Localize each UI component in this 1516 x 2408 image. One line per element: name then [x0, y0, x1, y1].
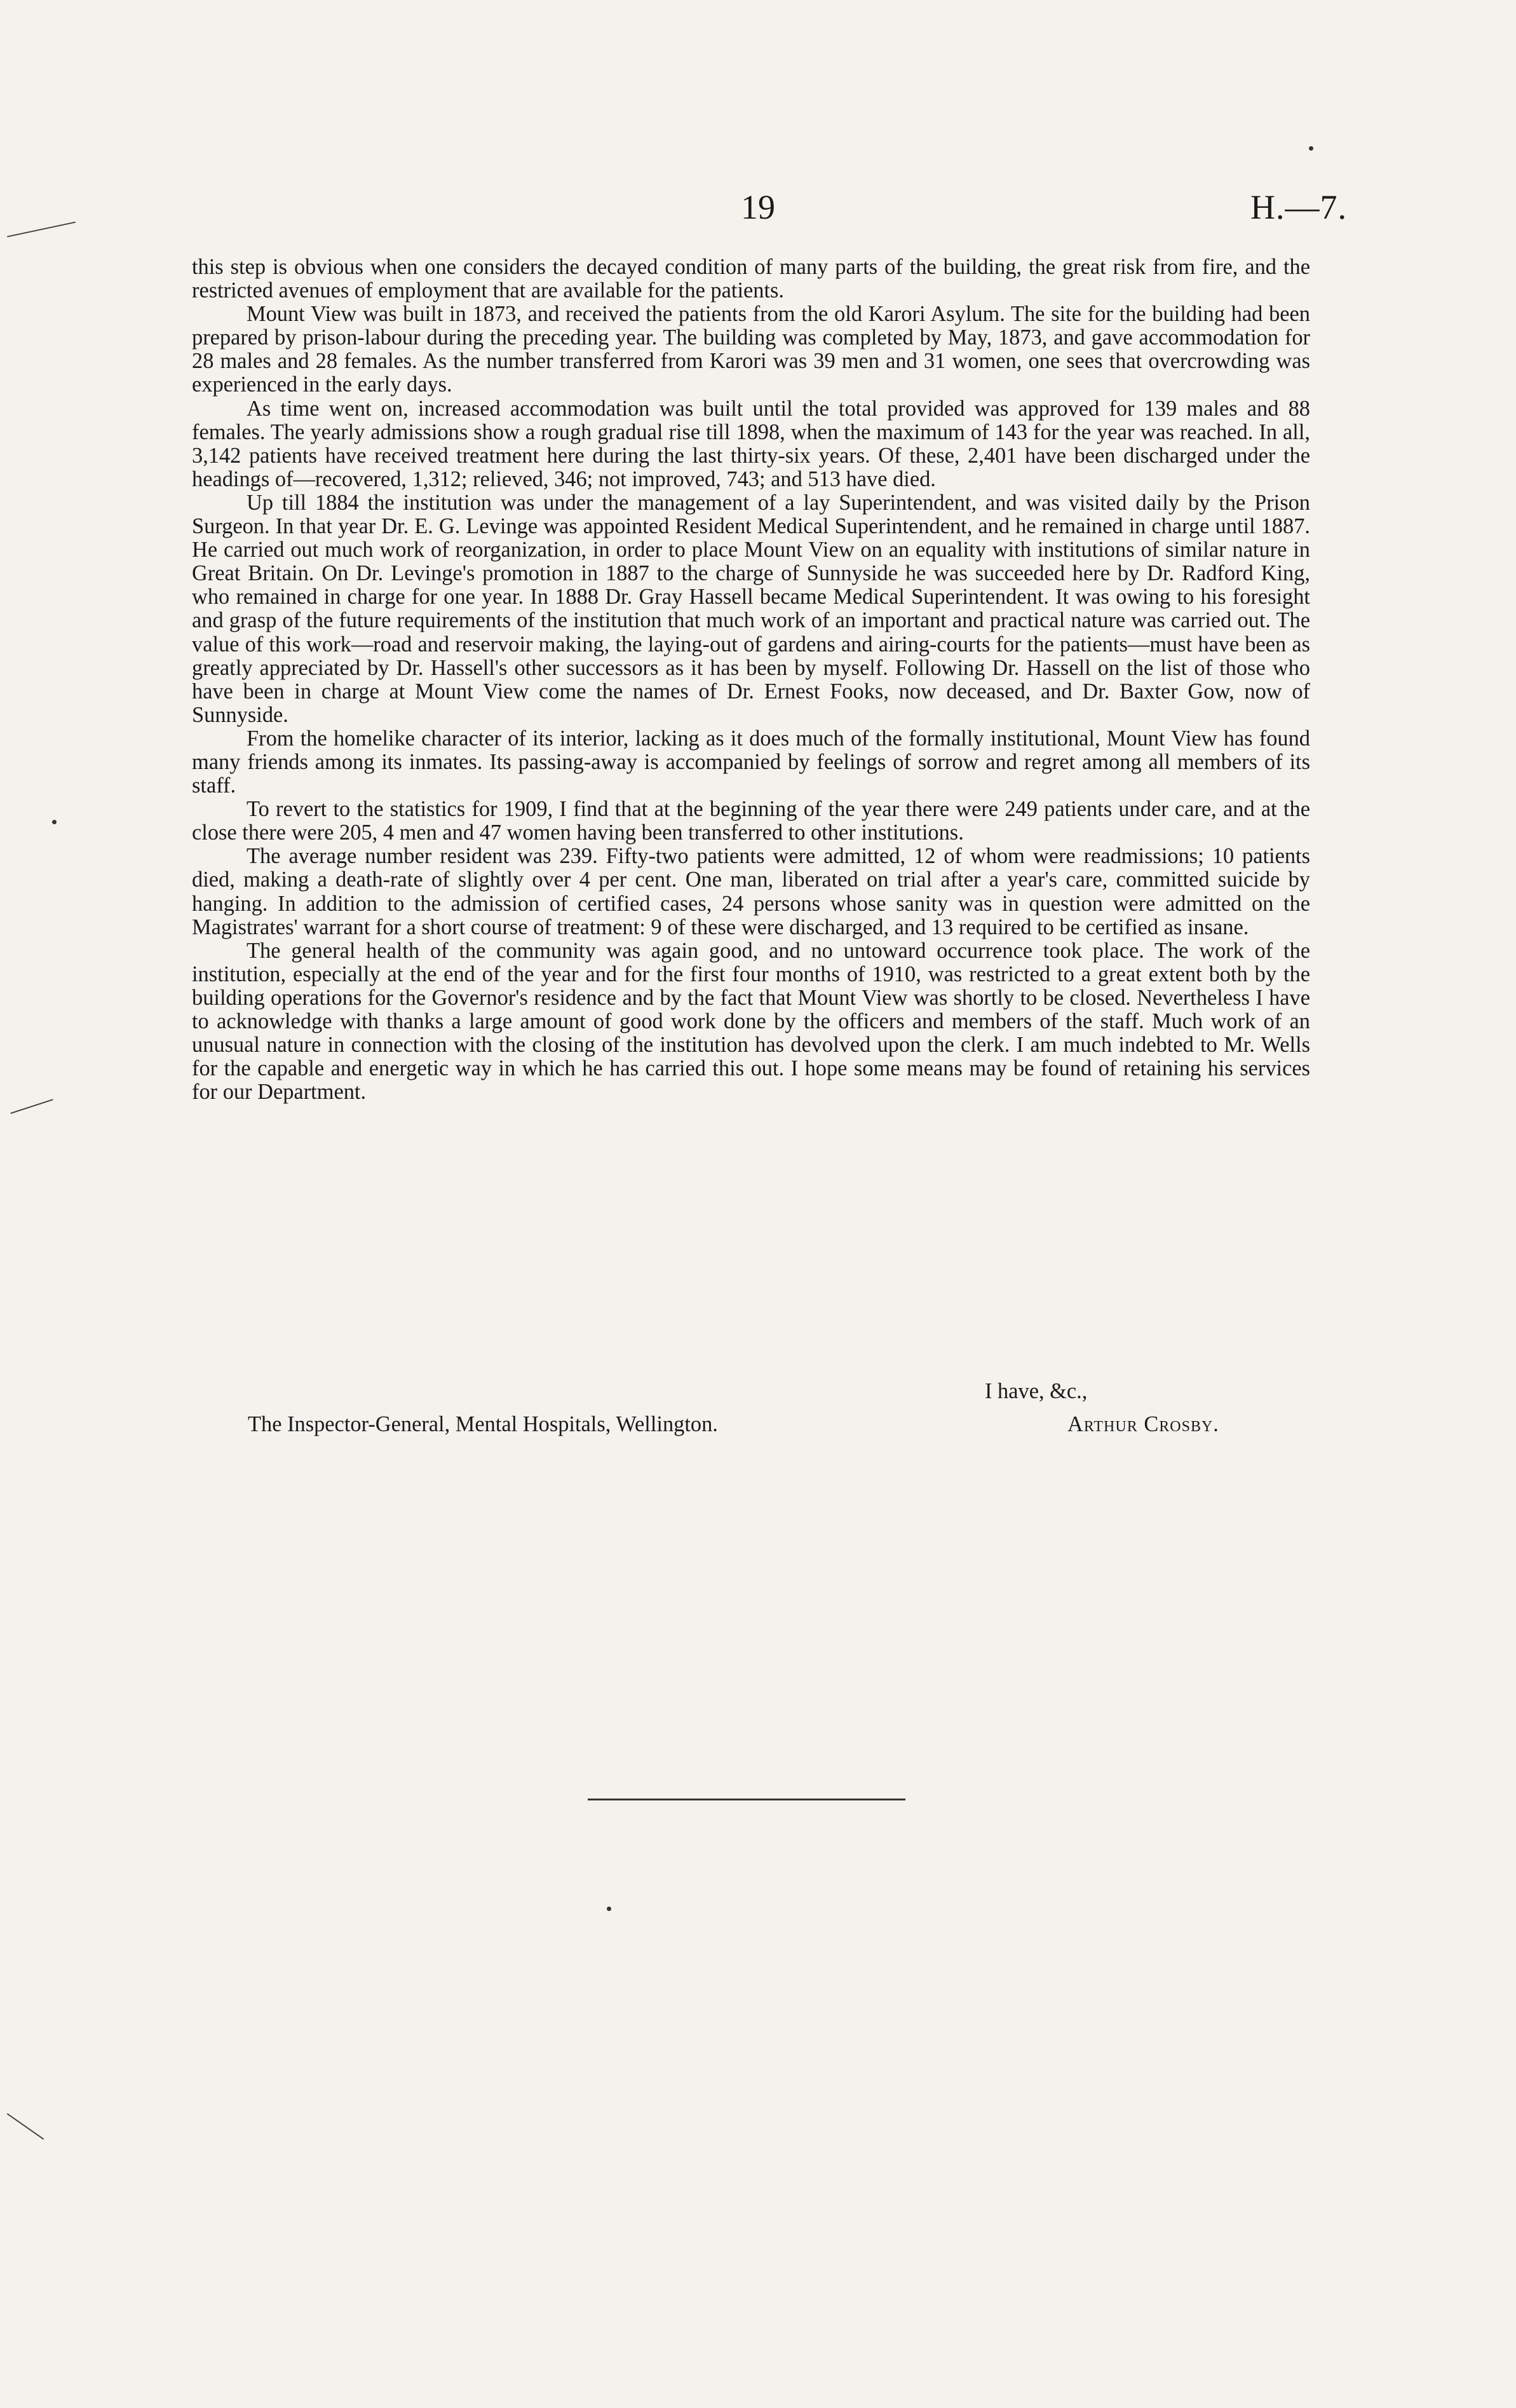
paragraph-5: From the homelike character of its interior, lacking as it does much of the formally institutional, Mount View has found many friends among its inmates. Its passing-away is accompanied by feelings of sorrow and regret among all members of its staff. — [192, 726, 1310, 798]
scan-mark — [7, 2113, 44, 2140]
closing-salutation: I have, &c., — [985, 1379, 1088, 1403]
scan-mark — [10, 1099, 53, 1114]
scan-speck — [52, 820, 57, 824]
paragraph-3: As time went on, increased accommodation was built until the total provided was approved for 139 males and 88 females. The yearly admissions show a rough gradual rise till 1898, when the maximum of 143 for the year was reached. In all, 3,142 patients have received treatment here during the last thirty-six years. Of these, 2,401 have been discharged under the headings of—recovered, 1,312; relieved, 346; not improved, 743; and 513 have died. — [192, 396, 1310, 491]
signature: Arthur Crosby. — [1067, 1412, 1219, 1436]
paragraph-6: To revert to the statistics for 1909, I find that at the beginning of the year there were 249 patients under care, and at the close there were 205, 4 men and 47 women having been transferred to other institutions. — [192, 797, 1310, 845]
series-reference: H.—7. — [1250, 188, 1347, 226]
paragraph-4: Up till 1884 the institution was under the management of a lay Superintendent, and was visited daily by the Prison Surgeon. In that year Dr. E. G. Levinge was appointed Resident Medical Superintendent, and he remained in charge until 1887. He carried out much work of reorganization, in order to place Mount View on an equality with institutions of similar nature in Great Britain. On Dr. Levinge's promotion in 1887 to the charge of Sunnyside he was succeeded here by Dr. Radford King, who remained in charge for one year. In 1888 Dr. Gray Hassell became Medical Superintendent. It was owing to his foresight and grasp of the future requirements of the institution that much work of an important and practical nature was carried out. The value of this work—road and reservoir making, the laying-out of gardens and airing-courts for the patients—must have been as greatly appreciated by Dr. Hassell's other successors as it has been by myself. Following Dr. Hassell on the list of those who have been in charge at Mount View come the names of Dr. Ernest Fooks, now deceased, and Dr. Baxter Gow, now of Sunnyside. — [192, 490, 1310, 727]
paragraph-8: The general health of the community was again good, and no untoward occurrence took place. The work of the institution, especially at the end of the year and for the first four months of 1910, was restricted to a great extent both by the building operations for the Governor's residence and by the fact that Mount View was shortly to be closed. Nevertheless I have to acknowledge with thanks a large amount of good work done by the officers and members of the staff. Much work of an unusual nature in connection with the closing of the institution has devolved upon the clerk. I am much indebted to Mr. Wells for the capable and energetic way in which he has carried this out. I hope some means may be found of retaining his services for our Department. — [192, 938, 1310, 1105]
addressee-line: The Inspector-General, Mental Hospitals, Wellington. — [248, 1412, 718, 1436]
paragraph-1: this step is obvious when one considers the decayed condition of many parts of the building, the great risk from fire, and the restricted avenues of employment that are available for the patients. — [192, 255, 1310, 303]
report-body — [192, 255, 1310, 1104]
scan-speck — [1309, 146, 1313, 151]
section-divider — [588, 1799, 905, 1800]
paragraph-2: Mount View was built in 1873, and received the patients from the old Karori Asylum. The site for the building had been prepared by prison-labour during the preceding year. The building was completed by May, 1873, and gave accommodation for 28 males and 28 females. As the number transferred from Karori was 39 men and 31 women, one sees that overcrowding was experienced in the early days. — [192, 302, 1310, 397]
page-number: 19 — [741, 188, 775, 226]
scan-speck — [607, 1907, 611, 1911]
paragraph-7: The average number resident was 239. Fifty-two patients were admitted, 12 of whom were readmissions; 10 patients died, making a death-rate of slightly over 4 per cent. One man, liberated on trial after a year's care, committed suicide by hanging. In addition to the admission of certified cases, 24 persons whose sanity was in question were admitted on the Magistrates' warrant for a short course of treatment: 9 of these were discharged, and 13 required to be certified as insane. — [192, 844, 1310, 939]
